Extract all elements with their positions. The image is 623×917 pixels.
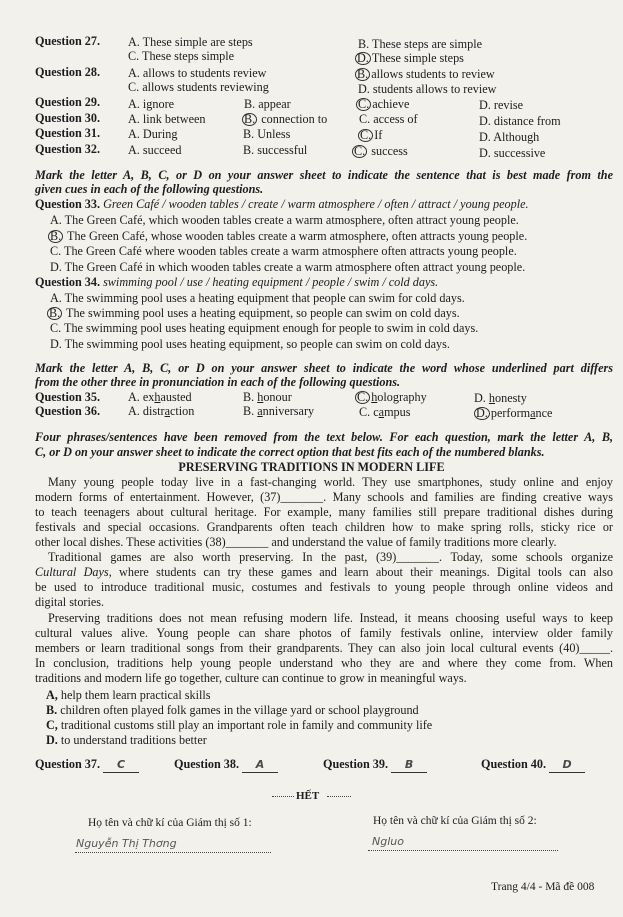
q32-option-c — [352, 144, 408, 158]
q35-a-pre: A. ex — [128, 390, 155, 404]
q35-b-post: onour — [263, 390, 292, 404]
q35-option-d — [474, 391, 527, 405]
q31-option-b: B. Unless — [243, 127, 291, 141]
q33-cue: Green Café / wooden tables / create / warm atmosphere / often / attract / young people. — [103, 197, 529, 211]
q36-b-pre: B. — [243, 404, 258, 418]
q36-d-underlined: a — [530, 406, 536, 420]
q30-circled-letter: B. — [244, 112, 256, 126]
q34-circled-letter: B. — [49, 306, 61, 320]
instruction-sentence-building-line-1: Mark the letter A, B, C, or D on your answer sheet to indicate the sentence that is best made from the — [35, 168, 613, 182]
q34-cue: swimming pool / use / heating equipment / people / swim / cold days. — [103, 275, 439, 289]
passage-line-12: members or learn traditional songs from their grandparents. They can also join local cultural events (40)_____. — [35, 641, 613, 655]
q31-label: Question 31. — [35, 126, 101, 140]
passage-line-5: other local dishes. These activities (38)_______ and understand the value of family traditions more clearly. — [35, 535, 557, 549]
instruction-gap-fill-line-2: C, or D on your answer sheet to indicate the correct option that best fits each of the numbered blanks. — [35, 445, 545, 459]
answer-39-label: Question 39. — [323, 757, 389, 771]
answer-38-value: A — [242, 758, 278, 773]
q28-marked-letter: B. — [357, 67, 369, 81]
passage-line-14: traditions and modern life go together, culture can continue to grow in meaningful ways. — [35, 671, 467, 685]
gap-option-a — [46, 688, 211, 702]
gap-option-c-letter: C, — [46, 718, 58, 732]
passage-line-6: Traditional games are also worth preserving. In the past, (39)_______. Today, some schools organize — [48, 550, 613, 564]
q34-option-d: D. The swimming pool uses heating equipment, so people can swim on cold days. — [50, 337, 450, 351]
answer-38 — [174, 757, 278, 773]
q29-circled-letter: C. — [358, 97, 370, 111]
instruction-gap-fill-line-1: Four phrases/sentences have been removed from the text below. For each question, mark the letter A, B, — [35, 430, 613, 444]
q35-option-a — [128, 390, 192, 404]
q28-option-d — [358, 82, 496, 96]
q36-b-post: nniversary — [262, 404, 315, 418]
q32-option-c-text: success — [371, 144, 408, 158]
q36-b-underlined: a — [257, 404, 263, 418]
q35-c-post: olography — [377, 390, 427, 404]
q32-circled-letter: C. — [354, 144, 366, 158]
q30-option-b — [242, 112, 327, 126]
q28-label: Question 28. — [35, 65, 101, 79]
passage-line-10: Preserving traditions does not mean refusing modern life. Instead, it means choosing useful ways to keep — [48, 611, 613, 625]
q30-option-b-text: connection to — [261, 112, 328, 126]
q29-option-a: A. ignore — [128, 97, 175, 111]
q36-circled-letter: D. — [476, 406, 488, 420]
q27-option-a: A. These simple are steps — [128, 35, 253, 49]
q33-circled-letter: B. — [50, 229, 62, 243]
gap-option-c — [46, 718, 432, 732]
passage-line-8: be used to introduce traditional music, costumes and festivals to young people through online videos and — [35, 580, 613, 594]
q27-label: Question 27. — [35, 34, 101, 48]
examiner-2-label: Họ tên và chữ kí của Giám thị số 2: — [373, 815, 537, 827]
q36-option-a — [128, 404, 194, 418]
q35-option-c — [355, 390, 427, 404]
q35-label: Question 35. — [35, 390, 101, 404]
q28-option-d-text: students allows to review — [372, 82, 497, 96]
gap-option-d-letter: D. — [46, 733, 58, 747]
q36-c-pre: C. c — [359, 405, 379, 419]
q29-option-b: B. appear — [244, 97, 291, 111]
q36-a-pre: A. distr — [128, 404, 165, 418]
q27-option-b: B. These steps are simple — [358, 37, 482, 51]
passage-line-13: In conclusion, traditions help young people understand who they are and where they come from. When — [35, 656, 613, 670]
q28-option-b-text: allows students to review — [371, 67, 495, 81]
q35-d-pre: D. — [474, 391, 489, 405]
instruction-pronunciation-line-1: Mark the letter A, B, C, or D on your answer sheet to indicate the word whose underlined part differs — [35, 361, 613, 375]
q36-option-d — [474, 406, 552, 420]
q33-label: Question 33. — [35, 197, 101, 211]
q29-label: Question 29. — [35, 95, 101, 109]
q34-option-c: C. The swimming pool uses heating equipment enough for people to swim in cold days. — [50, 321, 479, 335]
passage-line-2: modern forms of entertainment. However, (37)_______. Many schools and families are finding creative ways — [35, 490, 613, 504]
passage-line-7: Cultural Days, where students can try these games and learn about their meanings. Digital tools can also — [35, 565, 614, 579]
q33-heading — [35, 197, 529, 211]
q34-label: Question 34. — [35, 275, 101, 289]
q34-option-b-text: The swimming pool uses a heating equipment, so people can swim on cold days. — [66, 306, 460, 320]
q33-option-c: C. The Green Café where wooden tables create a warm atmosphere often attracts young people. — [50, 244, 517, 258]
page-footer: Trang 4/4 - Mã đề 008 — [491, 881, 595, 893]
gap-option-d — [46, 733, 207, 747]
gap-option-a-letter: A, — [46, 688, 58, 702]
q36-c-post: mpus — [384, 405, 411, 419]
q27-circled-letter: D. — [357, 51, 369, 65]
q28-option-c: C. allows students reviewing — [128, 80, 269, 94]
q33-option-b — [48, 229, 527, 243]
q32-option-b: B. successful — [243, 143, 308, 157]
q35-a-underlined: h — [154, 390, 161, 404]
q27-option-d-text: These simple steps — [371, 51, 464, 65]
q35-option-b — [243, 390, 292, 404]
passage-line-1: Many young people today live in a fast-changing world. They use smartphones, study online and enjoy — [48, 475, 613, 489]
q35-d-post: onesty — [495, 391, 527, 405]
gap-option-c-text: traditional customs still play an important role in family and community life — [60, 718, 433, 732]
q29-option-c-text: achieve — [372, 97, 410, 111]
q35-b-pre: B. — [243, 390, 258, 404]
answer-39-value: B — [391, 758, 427, 773]
q32-label: Question 32. — [35, 142, 101, 156]
passage-title: PRESERVING TRADITIONS IN MODERN LIFE — [178, 460, 445, 474]
examiner-2-signature-line — [368, 850, 558, 851]
gap-option-b — [46, 703, 419, 717]
q35-b-underlined: h — [257, 390, 264, 404]
q31-circled-letter: C. — [360, 128, 372, 142]
q27-option-d — [355, 51, 464, 65]
q28-option-a: A. allows to students review — [128, 66, 267, 80]
q32-option-d: D. successive — [479, 146, 546, 160]
q33-option-a: A. The Green Café, which wooden tables create a warm atmosphere, often attract young people. — [50, 213, 519, 227]
q35-c-underlined: h — [371, 390, 378, 404]
examiner-1-label: Họ tên và chữ kí của Giám thị số 1: — [88, 817, 252, 829]
q34-heading — [35, 275, 438, 289]
answer-39 — [323, 757, 427, 773]
q35-a-post: austed — [160, 390, 192, 404]
q28-option-b — [355, 67, 495, 81]
answer-37-label: Question 37. — [35, 757, 101, 771]
end-dash-right — [327, 796, 351, 797]
q30-option-d: D. distance from — [479, 114, 561, 128]
q36-option-c — [359, 405, 410, 419]
instruction-pronunciation-line-2: from the other three in pronunciation in each of the following questions. — [35, 375, 401, 389]
examiner-1-signature: Nguyễn Thị Thơng — [76, 837, 177, 850]
gap-option-a-text: help them learn practical skills — [60, 688, 211, 702]
answer-38-label: Question 38. — [174, 757, 240, 771]
answer-37 — [35, 757, 139, 773]
q34-option-a: A. The swimming pool uses a heating equipment that people can swim for cold days. — [50, 291, 465, 305]
q36-d-post: nce — [535, 406, 553, 420]
q30-option-a: A. link between — [128, 112, 206, 126]
gap-option-b-text: children often played folk games in the village yard or school playground — [60, 703, 419, 717]
answer-40 — [481, 757, 585, 773]
examiner-1-signature-line — [75, 852, 271, 853]
q36-option-b — [243, 404, 314, 418]
q36-a-post: ction — [169, 404, 195, 418]
examiner-2-signature: Ngluo — [372, 835, 404, 848]
instruction-sentence-building-line-2: given cues in each of the following questions. — [35, 182, 264, 196]
q27-option-c: C. These steps simple — [128, 49, 235, 63]
q33-option-b-text: The Green Café, whose wooden tables create a warm atmosphere, often attracts young people. — [67, 229, 528, 243]
answer-40-value: D — [549, 758, 585, 773]
q36-a-underlined: a — [164, 404, 170, 418]
q33-option-d: D. The Green Café in which wooden tables create a warm atmosphere often attract young people. — [50, 260, 526, 274]
q28-option-d-letter: D. — [358, 82, 370, 96]
q29-option-c — [356, 97, 409, 111]
q29-option-d: D. revise — [479, 98, 523, 112]
q31-option-c-text: If — [374, 128, 383, 142]
q35-d-underlined: h — [488, 391, 495, 405]
answer-40-label: Question 40. — [481, 757, 547, 771]
q36-d-pre: perform — [490, 406, 531, 420]
q31-option-c — [358, 128, 382, 142]
q36-label: Question 36. — [35, 404, 101, 418]
q30-option-c: C. access of — [359, 112, 418, 126]
q30-label: Question 30. — [35, 111, 101, 125]
passage-line-3: to teach teenagers about cultural heritage. For example, many families still prepare traditional dishes during — [35, 505, 613, 519]
gap-option-d-text: to understand traditions better — [60, 733, 207, 747]
q35-circled-letter: C. — [357, 390, 369, 404]
gap-option-b-letter: B. — [46, 703, 58, 717]
q31-option-a: A. During — [128, 127, 178, 141]
passage-line-11: cultural values alive. Young people can share photos of family festivals online, interview older family — [35, 626, 613, 640]
passage-line-9: digital stories. — [35, 595, 105, 609]
end-mark: HẾT — [296, 790, 320, 802]
q36-c-underlined: a — [378, 405, 385, 419]
q32-option-a: A. succeed — [128, 143, 182, 157]
passage-line-4: festivals and special occasions. Grandparents often teach children how to make spring rolls, sticky rice or — [35, 520, 613, 534]
q31-option-d: D. Although — [479, 130, 540, 144]
end-dash-left — [272, 796, 294, 797]
answer-37-value: C — [103, 758, 139, 773]
q34-option-b — [47, 306, 460, 320]
